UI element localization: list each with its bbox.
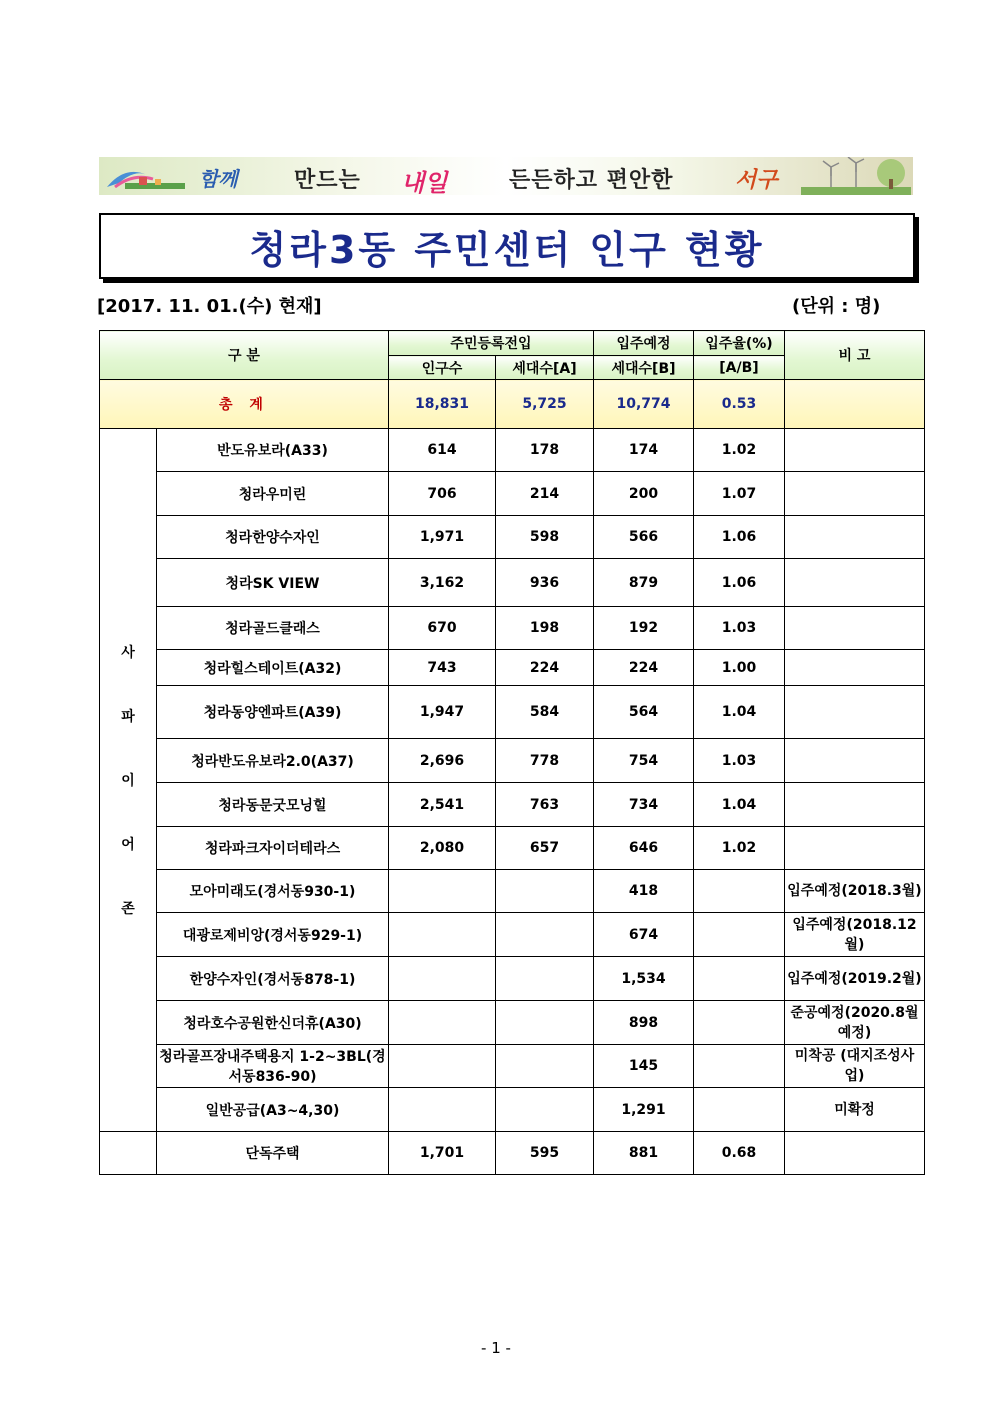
total-row — [100, 380, 925, 429]
cell-remark: 입주예정(2019.2월) — [785, 957, 925, 1001]
cell-population — [389, 913, 496, 957]
complex-name: 단독주택 — [157, 1132, 389, 1175]
total-rate: 0.53 — [694, 380, 785, 429]
banner-word-reliable: 든든하고 편안한 — [509, 168, 674, 193]
header-rate-formula: [A/B] — [694, 356, 785, 380]
cell-households-a: 763 — [496, 783, 594, 827]
group-label-char: 어 — [121, 837, 135, 853]
cell-rate: 1.03 — [694, 739, 785, 783]
cell-households-b: 1,534 — [594, 957, 694, 1001]
cell-population — [389, 1088, 496, 1132]
cell-households-b: 174 — [594, 429, 694, 472]
population-table — [99, 330, 925, 1175]
group-blank-cell — [100, 1132, 157, 1175]
cell-remark — [785, 739, 925, 783]
cell-households-a: 598 — [496, 516, 594, 559]
cell-rate: 1.07 — [694, 472, 785, 516]
cell-remark: 미착공 (대지조성사업) — [785, 1045, 925, 1088]
cell-rate — [694, 957, 785, 1001]
title-box — [99, 213, 915, 279]
cell-households-a: 214 — [496, 472, 594, 516]
cell-remark — [785, 827, 925, 870]
group-label-char: 파 — [121, 709, 135, 725]
apartment-group-label — [100, 429, 157, 1132]
cell-rate — [694, 1001, 785, 1045]
windmill-scenery-icon — [801, 157, 911, 195]
cell-households-b: 200 — [594, 472, 694, 516]
page-number: - 1 - — [481, 1339, 511, 1357]
cell-households-b: 566 — [594, 516, 694, 559]
cell-population — [389, 1001, 496, 1045]
complex-name: 반도유보라(A33) — [157, 429, 389, 472]
page-title: 청라3동 주민센터 인구 현황 — [249, 227, 765, 272]
cell-households-a: 178 — [496, 429, 594, 472]
complex-name: 청라파크자이더테라스 — [157, 827, 389, 870]
header-category: 구 분 — [100, 331, 389, 380]
table-row — [100, 870, 925, 913]
cell-households-a — [496, 1045, 594, 1088]
table-row — [100, 783, 925, 827]
cell-households-a — [496, 913, 594, 957]
cell-households-b: 145 — [594, 1045, 694, 1088]
cell-households-b: 881 — [594, 1132, 694, 1175]
cell-population: 1,701 — [389, 1132, 496, 1175]
table-row — [100, 913, 925, 957]
cell-households-b: 1,291 — [594, 1088, 694, 1132]
cell-rate — [694, 1045, 785, 1088]
banner-word-seogu: 서구 — [735, 167, 778, 193]
cell-households-b: 564 — [594, 686, 694, 739]
total-label: 총 계 — [100, 380, 389, 429]
report-date: [2017. 11. 01.(수) 현재] — [97, 296, 322, 317]
cell-population: 1,947 — [389, 686, 496, 739]
group-label-char: 존 — [121, 901, 135, 917]
cell-rate: 1.06 — [694, 559, 785, 607]
cell-remark: 미확정 — [785, 1088, 925, 1132]
cell-population — [389, 957, 496, 1001]
group-label-char: 이 — [121, 773, 135, 789]
cell-remark — [785, 429, 925, 472]
cell-remark — [785, 559, 925, 607]
total-households-a: 5,725 — [496, 380, 594, 429]
complex-name: 청라SK VIEW — [157, 559, 389, 607]
slogan-banner — [99, 157, 913, 195]
table-row — [100, 686, 925, 739]
complex-name: 청라골드클래스 — [157, 607, 389, 650]
cell-households-a: 584 — [496, 686, 594, 739]
cell-rate: 1.03 — [694, 607, 785, 650]
banner-word-tomorrow: 내일 — [401, 168, 448, 195]
cell-population: 2,541 — [389, 783, 496, 827]
cell-remark — [785, 1132, 925, 1175]
cell-population: 706 — [389, 472, 496, 516]
cell-households-b: 192 — [594, 607, 694, 650]
cell-households-b: 898 — [594, 1001, 694, 1045]
cell-rate: 1.04 — [694, 783, 785, 827]
cell-population: 2,080 — [389, 827, 496, 870]
header-rate: 입주율(%) — [694, 331, 785, 356]
cell-remark — [785, 472, 925, 516]
cell-rate: 0.68 — [694, 1132, 785, 1175]
cell-remark — [785, 650, 925, 686]
cell-remark — [785, 686, 925, 739]
table-row — [100, 559, 925, 607]
header-households-a: 세대수[A] — [496, 356, 594, 380]
complex-name: 청라힐스테이트(A32) — [157, 650, 389, 686]
cell-rate — [694, 913, 785, 957]
cell-households-a — [496, 957, 594, 1001]
table-row — [100, 957, 925, 1001]
cell-population — [389, 870, 496, 913]
cell-rate: 1.06 — [694, 516, 785, 559]
cell-households-a — [496, 1088, 594, 1132]
cell-households-a: 936 — [496, 559, 594, 607]
cell-population: 743 — [389, 650, 496, 686]
banner-word-together: 함께 — [199, 167, 238, 191]
complex-name: 일반공급(A3~4,30) — [157, 1088, 389, 1132]
cell-population: 614 — [389, 429, 496, 472]
unit-label: (단위 : 명) — [792, 296, 881, 317]
cell-rate — [694, 870, 785, 913]
table-row — [100, 1132, 925, 1175]
total-households-b: 10,774 — [594, 380, 694, 429]
complex-name: 청라동양엔파트(A39) — [157, 686, 389, 739]
cell-rate: 1.02 — [694, 429, 785, 472]
cell-rate — [694, 1088, 785, 1132]
cell-rate: 1.02 — [694, 827, 785, 870]
cell-households-a — [496, 870, 594, 913]
cell-remark: 입주예정(2018.12월) — [785, 913, 925, 957]
header-households-b: 세대수[B] — [594, 356, 694, 380]
cell-households-b: 224 — [594, 650, 694, 686]
cell-households-b: 754 — [594, 739, 694, 783]
district-logo-icon — [105, 161, 195, 191]
cell-population: 670 — [389, 607, 496, 650]
table-row — [100, 650, 925, 686]
cell-remark — [785, 783, 925, 827]
table-row — [100, 607, 925, 650]
group-label-char: 사 — [121, 645, 135, 661]
cell-households-b: 879 — [594, 559, 694, 607]
cell-households-b: 674 — [594, 913, 694, 957]
header-registration: 주민등록전입 — [389, 331, 594, 356]
complex-name: 대광로제비앙(경서동929-1) — [157, 913, 389, 957]
cell-population: 1,971 — [389, 516, 496, 559]
cell-remark: 준공예정(2020.8월 예정) — [785, 1001, 925, 1045]
table-row — [100, 1001, 925, 1045]
cell-households-b: 646 — [594, 827, 694, 870]
complex-name: 청라반도유보라2.0(A37) — [157, 739, 389, 783]
cell-households-a: 224 — [496, 650, 594, 686]
complex-name: 한양수자인(경서동878-1) — [157, 957, 389, 1001]
header-population: 인구수 — [389, 356, 496, 380]
complex-name: 청라한양수자인 — [157, 516, 389, 559]
table-row — [100, 827, 925, 870]
cell-rate: 1.04 — [694, 686, 785, 739]
complex-name: 청라호수공원한신더휴(A30) — [157, 1001, 389, 1045]
header-remarks: 비 고 — [785, 331, 925, 380]
total-population: 18,831 — [389, 380, 496, 429]
table-row — [100, 739, 925, 783]
cell-households-a: 595 — [496, 1132, 594, 1175]
complex-name: 청라동문굿모닝힐 — [157, 783, 389, 827]
cell-households-a: 778 — [496, 739, 594, 783]
complex-name: 청라골프장내주택용지 1-2~3BL(경서동836-90) — [157, 1045, 389, 1088]
complex-name: 청라우미린 — [157, 472, 389, 516]
cell-households-a — [496, 1001, 594, 1045]
cell-households-a: 657 — [496, 827, 594, 870]
cell-remark — [785, 607, 925, 650]
cell-population — [389, 1045, 496, 1088]
table-row — [100, 1045, 925, 1088]
cell-rate: 1.00 — [694, 650, 785, 686]
cell-population: 2,696 — [389, 739, 496, 783]
table-row — [100, 516, 925, 559]
banner-word-make: 만드는 — [294, 168, 361, 193]
cell-households-a: 198 — [496, 607, 594, 650]
total-remark — [785, 380, 925, 429]
cell-remark — [785, 516, 925, 559]
header-planned: 입주예정 — [594, 331, 694, 356]
cell-remark: 입주예정(2018.3월) — [785, 870, 925, 913]
cell-households-b: 734 — [594, 783, 694, 827]
cell-population: 3,162 — [389, 559, 496, 607]
complex-name: 모아미래도(경서동930-1) — [157, 870, 389, 913]
table-row — [100, 429, 925, 472]
cell-households-b: 418 — [594, 870, 694, 913]
table-row — [100, 1088, 925, 1132]
table-row — [100, 472, 925, 516]
